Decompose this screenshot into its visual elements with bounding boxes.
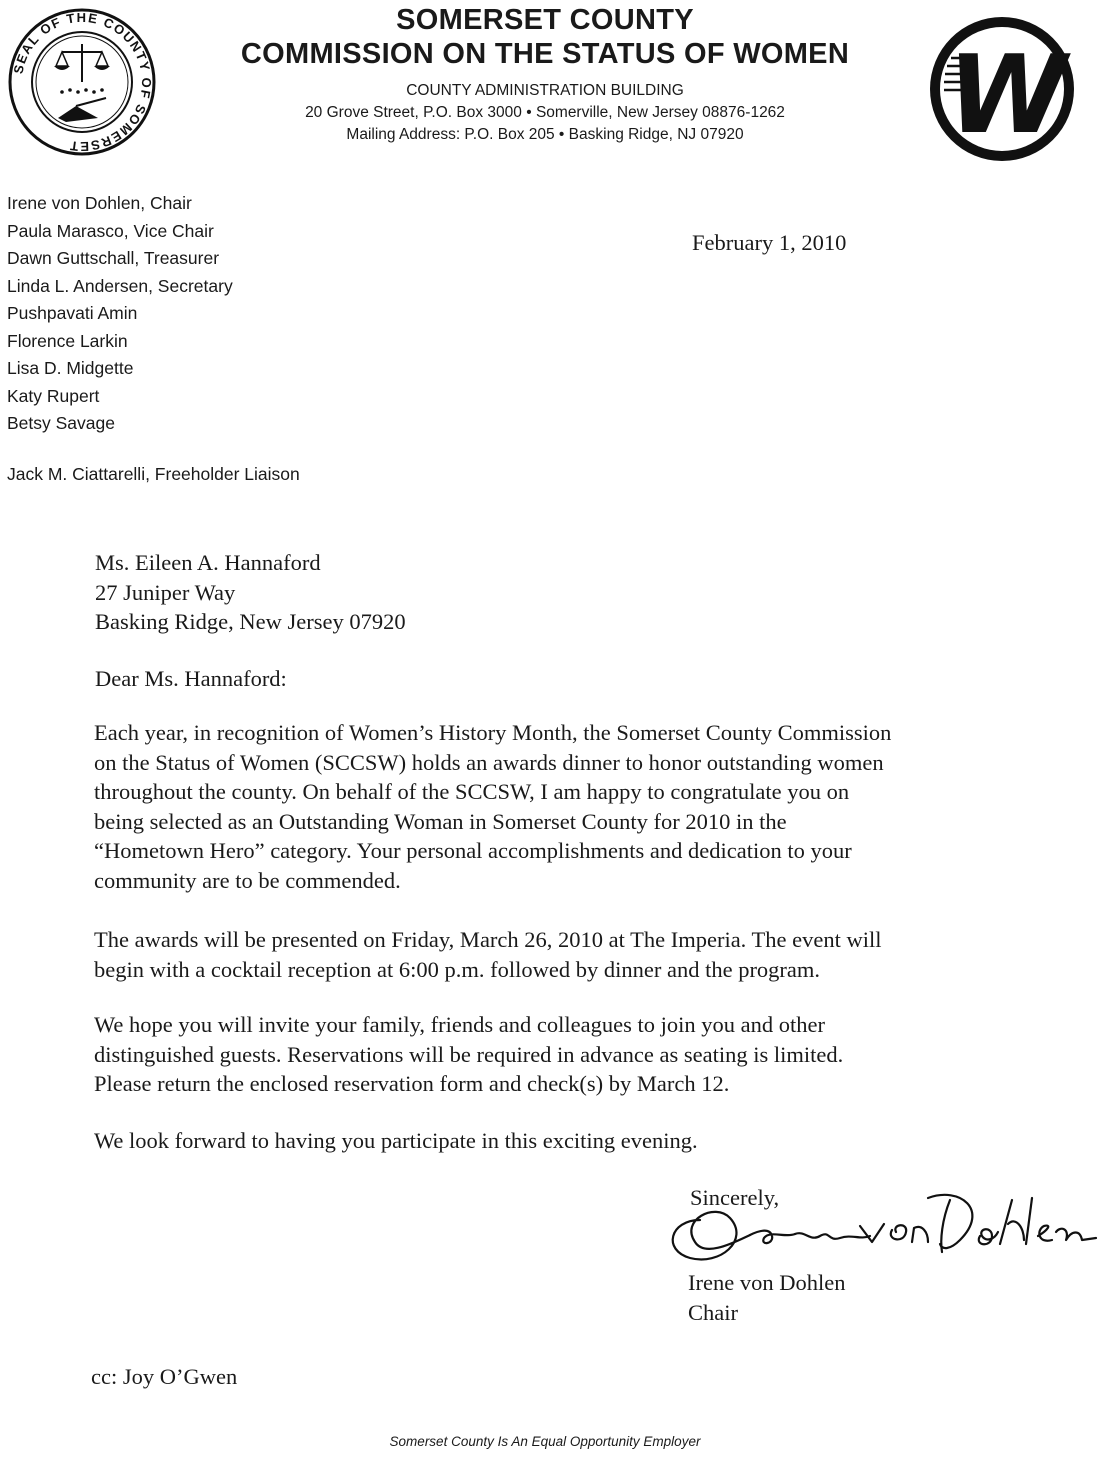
officer-entry: Pushpavati Amin [7,303,138,323]
paragraph-line: distinguished guests. Reservations will be required in advance as seating is limited. [94,1041,844,1067]
closing: Sincerely, [690,1185,780,1210]
paragraph-line: on the Status of Women (SCCSW) holds an awards dinner to honor outstanding women [94,749,884,775]
paragraph-line: “Hometown Hero” category. Your personal accomplishments and dedication to your [94,838,852,863]
officer-entry: Katy Rupert [7,385,100,406]
letterhead-street-address: 20 Grove Street, P.O. Box 3000 • Somerville, New Jersey 08876-1262 [305,104,785,121]
letter-date: February 1, 2010 [692,230,847,255]
seal-text: SEAL OF THE COUNTY OF SOMERSET [10,9,155,155]
logo-letter: W [947,33,1067,158]
paragraph-line: Please return the enclosed reservation form and check(s) by March 12. [94,1071,730,1096]
paragraph-award-announcement [94,718,994,895]
commission-w-logo [927,14,1077,164]
letterhead-building: COUNTY ADMINISTRATION BUILDING [406,82,684,99]
freeholder-liaison: Jack M. Ciattarelli, Freeholder Liaison [7,464,300,484]
paragraph-line: begin with a cocktail reception at 6:00 p.m. followed by dinner and the program. [94,956,821,982]
paragraph-line: community are to be commended. [94,867,401,893]
salutation: Dear Ms. Hannaford: [95,666,287,691]
footer-eoe-statement: Somerset County Is An Equal Opportunity Employer [389,1434,701,1449]
paragraph-reservations [94,1010,994,1099]
recipient-address [95,548,406,637]
recipient-city: Basking Ridge, New Jersey 07920 [95,609,406,634]
letterhead-mailing-address: Mailing Address: P.O. Box 205 • Basking Ridge, NJ 07920 [346,126,744,143]
signer-name: Irene von Dohlen [688,1270,846,1295]
signer-block [688,1268,845,1327]
letterhead-title: SOMERSET COUNTY [396,4,694,36]
officer-entry: Irene von Dohlen, Chair [7,193,192,213]
paragraph-event-details [94,925,994,984]
paragraph-line: The awards will be presented on Friday, March 26, 2010 at The Imperia. The event will [94,927,882,952]
officers-list [7,190,233,438]
paragraph-line: being selected as an Outstanding Woman in Somerset County for 2010 in the [94,808,787,834]
officer-entry: Dawn Guttschall, Treasurer [7,248,220,268]
officer-entry: Betsy Savage [7,413,115,433]
officer-entry: Paula Marasco, Vice Chair [7,220,214,241]
handwritten-signature [660,1180,1100,1280]
paragraph-line: Each year, in recognition of Women’s History Month, the Somerset County Commission [94,720,892,745]
letterhead-subtitle: COMMISSION ON THE STATUS OF WOMEN [240,38,850,70]
carbon-copy: cc: Joy O’Gwen [91,1364,238,1389]
paragraph-closing-remark: We look forward to having you participate in this exciting evening. [94,1128,698,1153]
signer-title: Chair [688,1299,738,1325]
officer-entry: Linda L. Andersen, Secretary [7,275,233,296]
officer-entry: Florence Larkin [7,330,128,351]
paragraph-line: We hope you will invite your family, friends and colleagues to join you and other [94,1012,825,1037]
recipient-street: 27 Juniper Way [95,579,236,605]
recipient-name: Ms. Eileen A. Hannaford [95,550,321,575]
paragraph-line: throughout the county. On behalf of the SCCSW, I am happy to congratulate you on [94,779,850,804]
officer-entry: Lisa D. Midgette [7,358,134,378]
